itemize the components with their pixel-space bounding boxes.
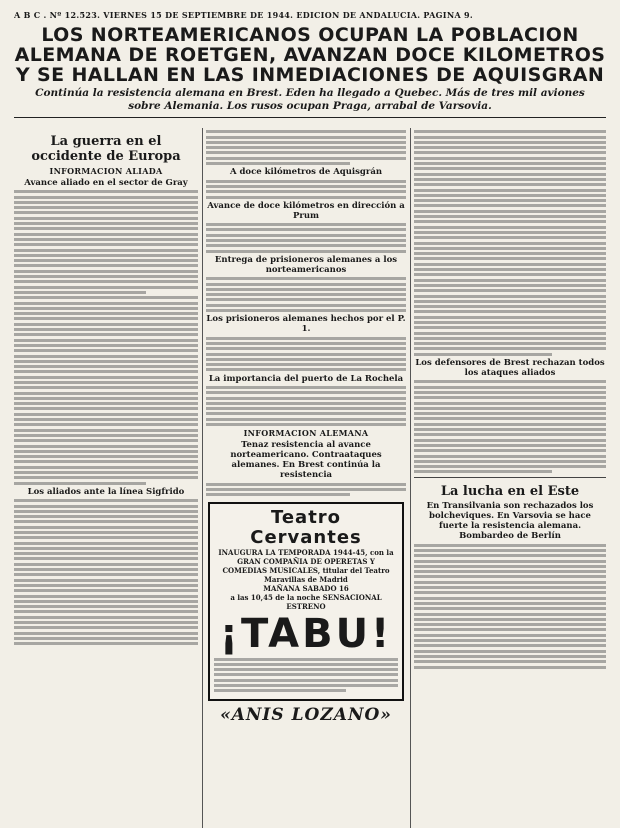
- ad-line: MAÑANA SABADO 16: [263, 584, 349, 594]
- kicker-allied: INFORMACION ALIADA: [49, 166, 163, 176]
- columns: [14, 128, 606, 828]
- subhead-transilvania: En Transilvania son rechazados los bolcheviques. En Varsovia se hace fuerte la resistencia alemana. Bombardeo de Berlín: [426, 501, 594, 542]
- subhead-prum: Avance de doce kilómetros en dirección a Prum: [207, 200, 405, 221]
- article-body: [206, 180, 406, 199]
- article-body: [414, 544, 606, 669]
- column-center: [206, 128, 406, 828]
- column-right: [414, 128, 606, 828]
- subhead-prisoners-p1: Los prisioneros alemanes hechos por el P. 1.: [206, 314, 406, 335]
- section-title-east: La lucha en el Este: [440, 484, 580, 500]
- subhead-aachen: A doce kilómetros de Aquisgrán: [229, 167, 383, 178]
- main-headline: LOS NORTEAMERICANOS OCUPAN LA POBLACION ALEMANA DE ROETGEN, AVANZAN DOCE KILOMETROS Y SE HALLAN EN LAS INMEDIACIONES DE AQUISGRAN: [14, 24, 606, 86]
- column-divider: [410, 128, 411, 828]
- article-body: [206, 337, 406, 372]
- folio-line: A B C . Nº 12.523. VIERNES 15 DE SEPTIEMBRE DE 1944. EDICION DE ANDALUCIA. PAGINA 9.: [14, 10, 473, 20]
- article-body: [206, 223, 406, 252]
- header-rule: [14, 117, 606, 118]
- article-body: [14, 499, 198, 645]
- section-title-west: La guerra en el occidente de Europa: [31, 134, 181, 164]
- subhead-siegfried: Los aliados ante la línea Sigfrido: [27, 486, 185, 497]
- article-body: [206, 277, 406, 312]
- article-body: [206, 386, 406, 426]
- subhead-prisoners: Entrega de prisioneros alemanes a los norteamericanos: [214, 254, 398, 275]
- kicker-german: INFORMACION ALEMANA: [243, 428, 369, 439]
- article-body: [14, 190, 198, 484]
- anis-lozano-ad: «ANIS LOZANO»: [220, 704, 392, 725]
- column-left: [14, 128, 198, 828]
- subhead-resistance: Tenaz resistencia al avance norteamericano. Contraataques alemanes. En Brest continúa la resistencia: [230, 440, 382, 481]
- sub-headline: Continúa la resistencia alemana en Brest. Eden ha llegado a Quebec. Más de tres mil aviones sobre Alemania. Los rusos ocupan Praga, arrabal de Varsovia.: [35, 87, 585, 112]
- ad-line: INAUGURA LA TEMPORADA 1944-45, con la: [218, 548, 394, 558]
- ad-line: GRAN COMPAÑIA DE OPERETAS Y COMEDIAS MUSICALES, titular del Teatro Maravillas de Madrid: [222, 557, 390, 585]
- subhead-brest: Los defensores de Brest rechazan todos los ataques aliados: [415, 358, 605, 379]
- subhead-la-rochela: La importancia del puerto de La Rochela: [208, 373, 404, 384]
- article-body: [414, 130, 606, 355]
- ad-line: a las 10,45 de la noche SENSACIONAL ESTRENO: [230, 593, 382, 612]
- article-body: [414, 380, 606, 473]
- theatre-advertisement: [208, 502, 404, 700]
- article-body: [206, 130, 406, 165]
- section-divider: [414, 477, 606, 478]
- article-body: [206, 483, 406, 497]
- ad-show-title: ¡TABU!: [219, 611, 393, 658]
- ad-title: Teatro Cervantes: [250, 507, 362, 549]
- column-divider: [202, 128, 203, 828]
- subhead-gray: Avance aliado en el sector de Gray: [24, 178, 188, 188]
